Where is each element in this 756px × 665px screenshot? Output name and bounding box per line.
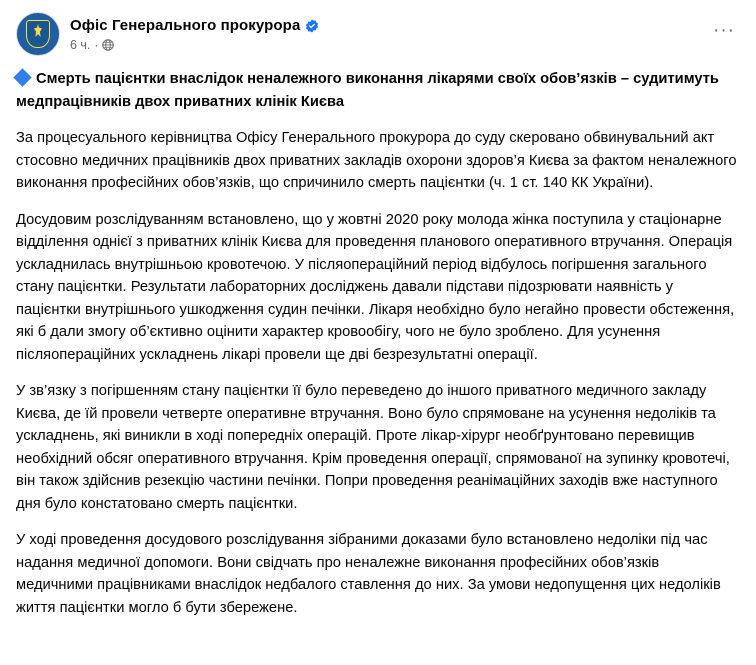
verified-badge-icon [305, 19, 319, 33]
post-paragraph: Досудовим розслідуванням встановлено, що у жовтні 2020 року молода жінка поступила у стаціонарне відділення однієї з приватних клінік Києва для проведення планового оперативного втручання. Операція ускладнилась внутрішньою кровотечою. У післяопераційний період відбулось погіршення загального стану пацієнтки. Результати лабораторних досліджень давали підстави підозрювати наявність у пацієнтки внутрішнього ушкодження судин печінки. Лікаря необхідно було негайно провести обстеження, які б дали змогу об’єктивно оцінити характер кровообігу, чого не було зроблено. Для усунення післяопераційних ускладнень лікарі провели ще дві безрезультатні операції. [16, 211, 735, 363]
post-paragraph: У зв’язку з погіршенням стану пацієнтки її було переведено до іншого приватного медичного закладу Києва, де їй провели четверте оперативне втручання. Воно було спрямоване на усунення недоліків та ускладнень, які виникли в ході попередніх операцій. Проте лікар-хірург необґрунтовано перевищив необхідний обсяг оперативного втручання. Крім проведення операції, спрямованої на зупинку кровотечі, він також здійснив резекцію частини печінки. Попри проведення реанімаційних заходів вже наступного дня було констатовано смерть пацієнтки. [16, 383, 730, 512]
meta-separator: · [94, 37, 99, 52]
prosecutor-office-crest-avatar[interactable] [16, 12, 60, 56]
post-headline [16, 68, 740, 113]
post-headline-text: Смерть пацієнтки внаслідок неналежного виконання лікарями своїх обов’язків – судитимуть медпрацівників двох приватних клінік Києва [16, 71, 719, 110]
post-header [16, 12, 740, 60]
post-paragraph: У ході проведення досудового розслідування зібраними доказами було встановлено недоліки під час надання медичної допомоги. Вони свідчать про неналежне виконання професійних обов’язків медичними працівниками внаслідок недбалого ставлення до них. За умови недопущення цих недоліків життя пацієнтки могло б бути збережене. [16, 532, 721, 616]
post-more-options-button[interactable]: ··· [713, 19, 735, 41]
globe-icon[interactable] [102, 39, 114, 51]
page-name-row [70, 17, 319, 35]
post-paragraph: За процесуального керівництва Офісу Генерального прокурора до суду скеровано обвинувальний акт стосовно медичних працівників двох приватних закладів охорони здоров’я Києва за фактом неналежного виконання професійних обов’язків, що спричинило смерть пацієнтки (ч. 1 ст. 140 КК України). [16, 130, 737, 191]
post-body [16, 60, 740, 619]
page-name[interactable]: Офіс Генерального прокурора [70, 16, 301, 34]
crest-icon [26, 20, 50, 48]
post-meta-row [70, 38, 319, 52]
post-timestamp[interactable]: 6 ч. [70, 37, 91, 52]
blue-diamond-bullet-icon [13, 68, 31, 86]
post-author-block [70, 12, 319, 55]
